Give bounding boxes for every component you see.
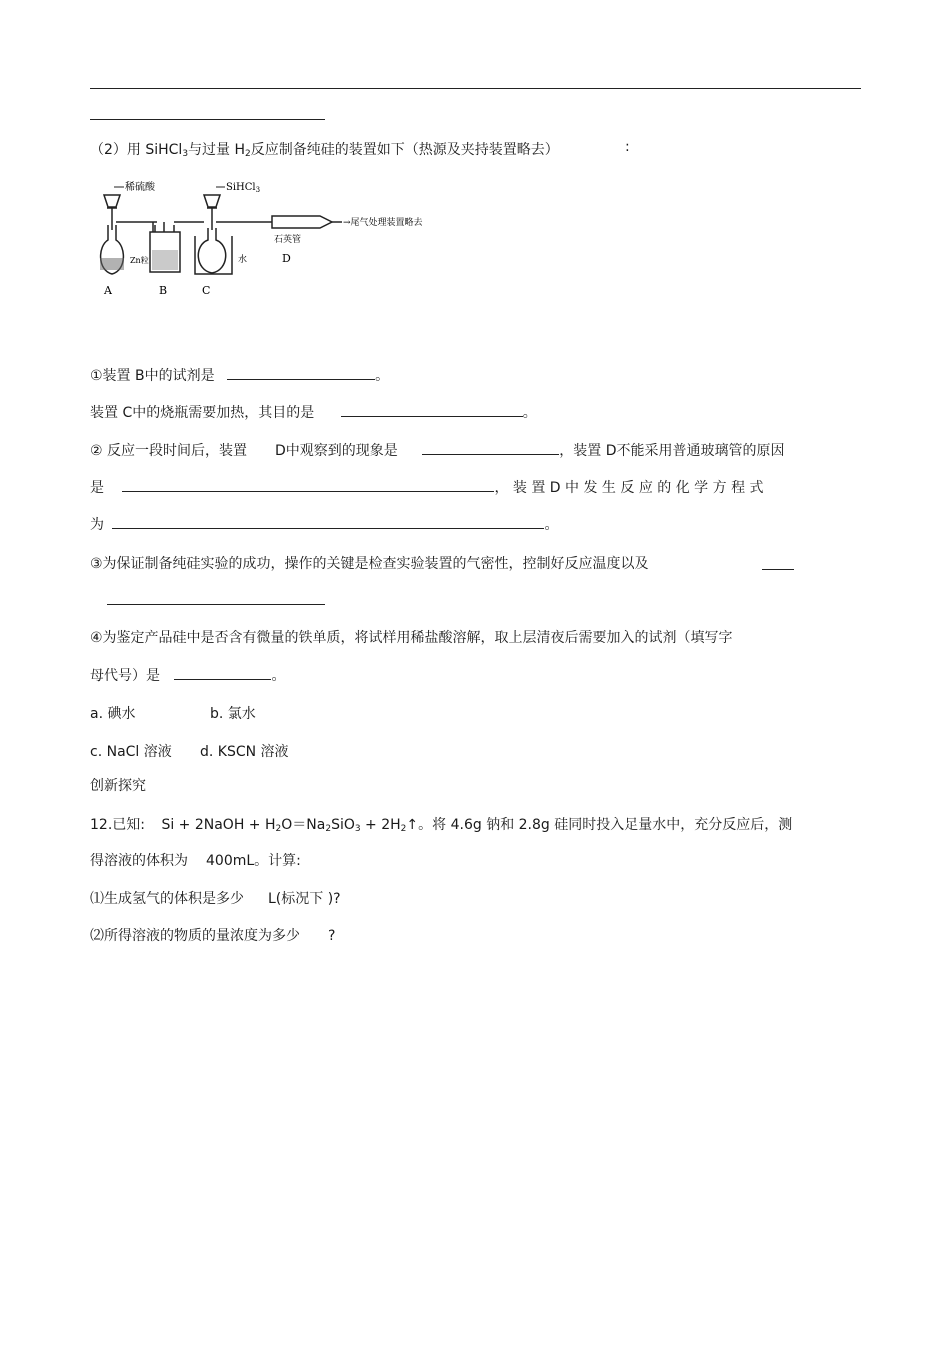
option-b: b. 氯水 bbox=[210, 706, 256, 722]
eq-c: SiO bbox=[331, 817, 355, 833]
flask-c bbox=[198, 228, 225, 273]
q12-lead: 12.已知: bbox=[90, 817, 145, 833]
item4-text: ④为鉴定产品硅中是否含有微量的铁单质，将试样用稀盐酸溶解，取上层清夜后需要加入的试剂（填写字 bbox=[90, 630, 733, 646]
item2-blank2[interactable] bbox=[122, 477, 494, 492]
q12-volume: 400mL。计算: bbox=[206, 853, 301, 869]
q2-colon: : bbox=[625, 139, 630, 155]
item2-end: 。 bbox=[544, 517, 559, 533]
item4-blank[interactable] bbox=[174, 665, 271, 680]
q12-part1-text: ⑴生成氢气的体积是多少 bbox=[90, 891, 244, 907]
q12-part2-text: ⑵所得溶液的物质的量浓度为多少 bbox=[90, 928, 300, 944]
item2-line2-text: ， 装 置 D 中 发 生 反 应 的 化 学 方 程 式 bbox=[494, 480, 764, 496]
item4-end: 。 bbox=[271, 668, 286, 684]
item1b-end: 。 bbox=[522, 405, 537, 421]
eq-sub3: 3 bbox=[354, 824, 361, 834]
item3-short-blank[interactable] bbox=[762, 569, 794, 570]
sihcl-sub: 3 bbox=[255, 186, 261, 194]
item1b-text: 装置 C中的烧瓶需要加热，其目的是 bbox=[90, 405, 315, 421]
q12-part2-q: ? bbox=[328, 928, 336, 944]
water-label: 水 bbox=[238, 255, 248, 265]
item4-line2-text: 母代号）是 bbox=[90, 668, 160, 684]
section-title: 创新探究 bbox=[90, 778, 146, 794]
item1-end: 。 bbox=[375, 368, 390, 384]
q12-line1 bbox=[90, 814, 792, 834]
funnel-a bbox=[104, 195, 120, 207]
eq-sub1: 2 bbox=[275, 824, 282, 834]
q12-equation bbox=[161, 817, 792, 833]
item2-wei: 为 bbox=[90, 517, 104, 533]
item1-line bbox=[90, 365, 389, 385]
item2-line3 bbox=[90, 514, 558, 534]
b-label: B bbox=[159, 284, 168, 297]
tail-label: →尾气处理装置略去 bbox=[343, 218, 423, 228]
quartz-tube bbox=[272, 216, 332, 228]
option-d: d. KSCN 溶液 bbox=[200, 744, 289, 760]
q2-intro bbox=[90, 139, 559, 159]
option-c: c. NaCl 溶液 bbox=[90, 744, 172, 760]
q2-sub2: 2 bbox=[245, 149, 251, 159]
funnel-c bbox=[204, 195, 220, 207]
item1-blank[interactable] bbox=[227, 365, 375, 380]
q12-part1-unit: L(标况下 )? bbox=[268, 891, 341, 907]
item2-shi: 是 bbox=[90, 480, 104, 496]
item4-line2 bbox=[90, 665, 285, 685]
q2-rest: 反应制备纯硅的装置如下（热源及夹持装置略去） bbox=[250, 142, 559, 158]
option-a: a. 碘水 bbox=[90, 706, 136, 722]
eq-d: + 2H bbox=[360, 817, 401, 833]
item3-blank[interactable] bbox=[107, 604, 325, 605]
acid-label: 稀硫酸 bbox=[125, 182, 155, 193]
apparatus-diagram bbox=[92, 170, 437, 305]
sihcl-text: SiHCl bbox=[226, 182, 256, 193]
item1-text: ①装置 B中的试剂是 bbox=[90, 368, 215, 384]
q12-part2 bbox=[90, 925, 335, 945]
q2-mid: 与过量 H bbox=[188, 142, 246, 158]
quartz-label: 石英管 bbox=[274, 235, 302, 245]
item2-mid: D中观察到的现象是 bbox=[275, 443, 398, 459]
item2-line1 bbox=[90, 440, 784, 460]
eq-e: ↑。将 4.6g 钠和 2.8g 硅同时投入足量水中，充分反应后，测 bbox=[406, 817, 793, 833]
item2-after: ，装置 D不能采用普通玻璃管的原因 bbox=[559, 443, 785, 459]
d-label: D bbox=[282, 252, 291, 265]
q2-sub3: 3 bbox=[182, 149, 189, 159]
item1b-line bbox=[90, 402, 537, 422]
q12-line2 bbox=[90, 850, 301, 870]
sihcl-label bbox=[226, 182, 260, 194]
c-label: C bbox=[202, 284, 211, 297]
a-label: A bbox=[104, 284, 112, 297]
q2-prefix: （2）用 SiHCl bbox=[90, 142, 183, 158]
item2-blank3[interactable] bbox=[112, 514, 544, 529]
q12-line2-text: 得溶液的体积为 bbox=[90, 853, 188, 869]
item3-line bbox=[90, 553, 649, 573]
eq-sub2: 2 bbox=[325, 824, 332, 834]
header-rule bbox=[90, 88, 861, 89]
item1b-blank[interactable] bbox=[341, 402, 523, 417]
eq-sub4: 2 bbox=[400, 824, 407, 834]
top-answer-line bbox=[90, 119, 325, 120]
item4-line1 bbox=[90, 627, 733, 647]
item3-text: ③为保证制备纯硅实验的成功，操作的关键是检查实验装置的气密性，控制好反应温度以及 bbox=[90, 556, 649, 572]
item2-line2 bbox=[90, 477, 764, 497]
eq-b: O＝Na bbox=[281, 817, 326, 833]
eq-a: Si + 2NaOH + H bbox=[161, 817, 276, 833]
q12-part1 bbox=[90, 888, 341, 908]
item2-blank1[interactable] bbox=[422, 440, 559, 455]
zn-label: Zn粒 bbox=[130, 256, 149, 265]
item2-text: ② 反应一段时间后，装置 bbox=[90, 443, 248, 459]
